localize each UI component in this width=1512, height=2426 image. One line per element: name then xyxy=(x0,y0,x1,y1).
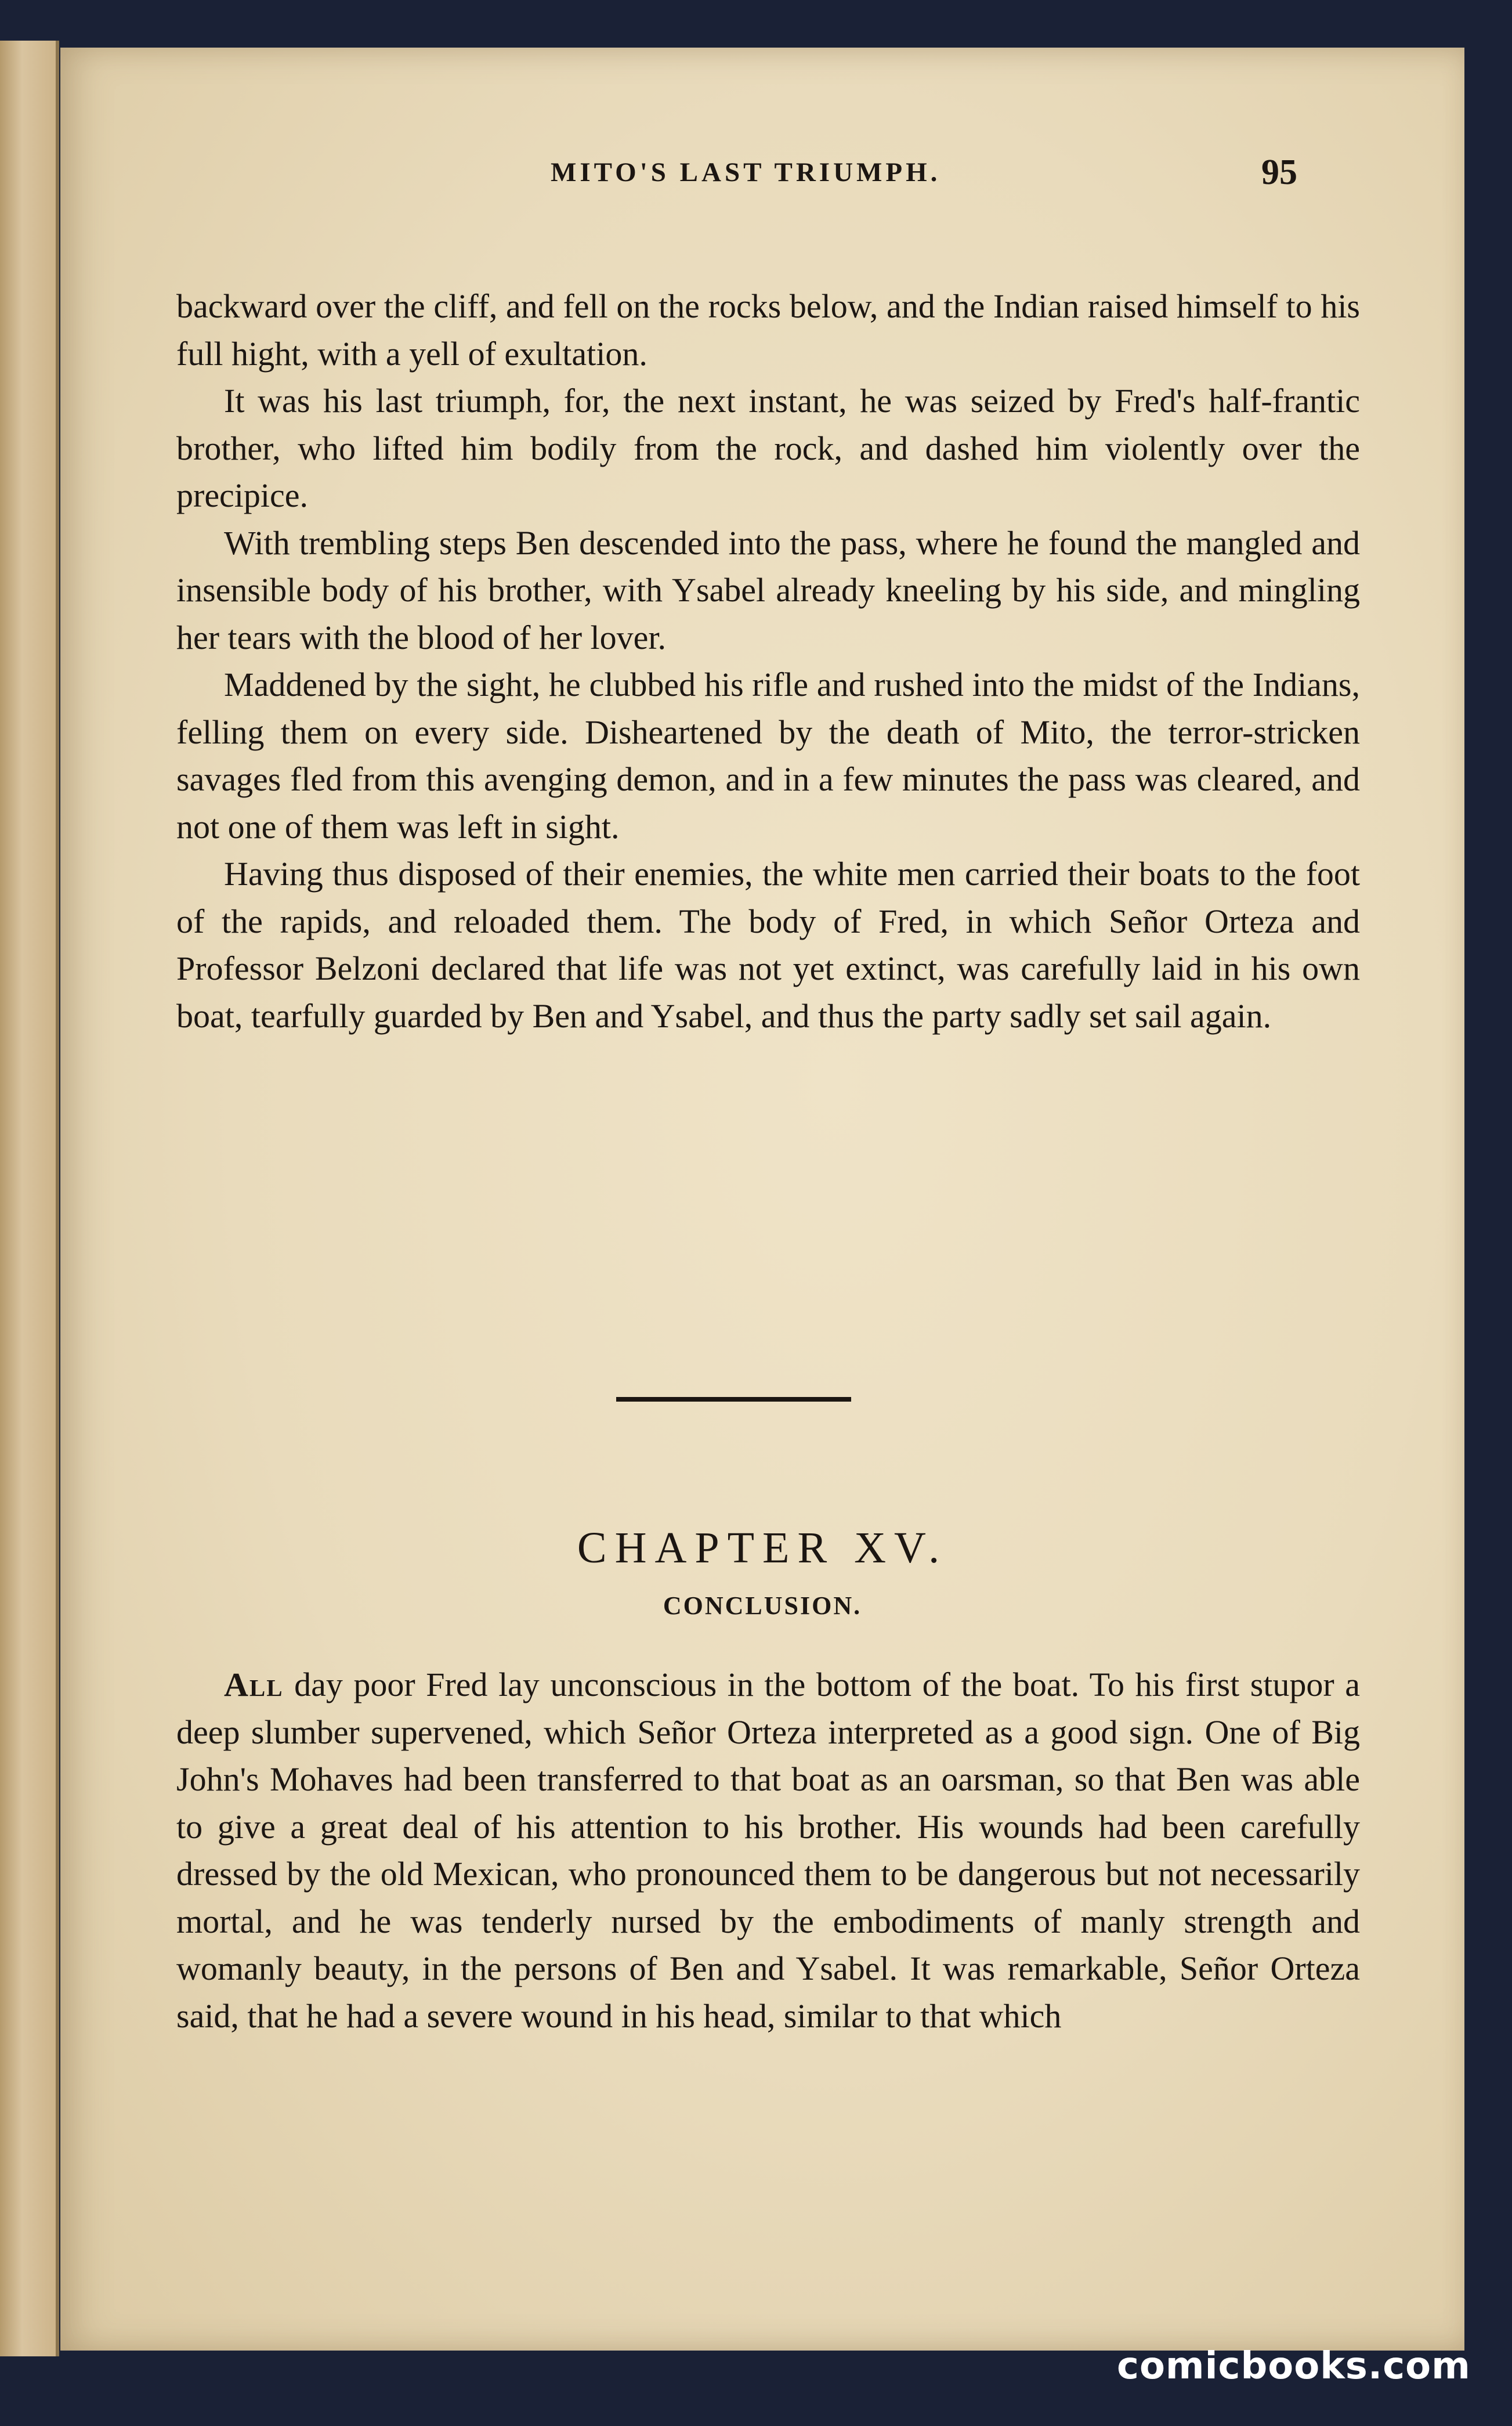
paragraph: With trembling steps Ben descended into the pass, where he found the mangled and insensible body of his brother, with Ysabel already kneeling by his side, and mingling her tears with the blood of her lover. xyxy=(176,524,1360,656)
chapter-title: CHAPTER XV. xyxy=(577,1524,948,1572)
paragraph: Having thus disposed of their enemies, the white men carried their boats to the foot of the rapids, and reloaded them. The body of Fred, in which Señor Orteza and Professor Belzoni declared that life was not yet extinct, was carefully laid in his own boat, tearfully guarded by Ben and Ysabel, and thus the party sadly set sail again. xyxy=(176,855,1360,1035)
adjacent-page-edge xyxy=(0,41,59,2356)
paragraph-text: day poor Fred lay unconscious in the bottom of the boat. To his first stupor a deep slumber supervened, which Señor Orteza interpreted as a good sign. One of Big John's Mohaves had been transferred to that boat as an oarsman, so that Ben was able to give a great deal of his attention to his brother. His wounds had been carefully dressed by the old Mexican, who pronounced them to be dangerous but not necessarily mortal, and he was tenderly nursed by the embodiments of manly strength and womanly beauty, in the persons of Ben and Ysabel. It was remarkable, Señor Orteza said, that he had a severe wound in his head, similar to that which xyxy=(176,1666,1360,2035)
running-head xyxy=(60,149,1464,196)
paragraph: It was his last triumph, for, the next instant, he was seized by Fred's half-frantic brother, who lifted him bodily from the rock, and dashed him violently over the precipice. xyxy=(176,382,1360,514)
chapter-xv-opening xyxy=(176,1661,1360,2039)
section-divider-rule xyxy=(616,1397,851,1402)
site-watermark: comicbooks.com xyxy=(1117,2345,1471,2388)
book-page xyxy=(60,48,1464,2351)
paragraph: backward over the cliff, and fell on the rocks below, and the Indian raised himself to his full hight, with a yell of exultation. xyxy=(176,287,1360,373)
opening-word: All xyxy=(224,1666,284,1703)
paragraph xyxy=(176,1661,1360,2039)
running-title: MITO'S LAST TRIUMPH. xyxy=(551,157,941,187)
chapter-xiv-ending xyxy=(176,283,1360,1039)
page-number: 95 xyxy=(1261,153,1297,192)
chapter-subtitle: CONCLUSION. xyxy=(663,1591,862,1620)
paragraph: Maddened by the sight, he clubbed his rifle and rushed into the midst of the Indians, felling them on every side. Disheartened by the death of Mito, the terror-stricken savages fled from this avenging demon, and in a few minutes the pass was cleared, and not one of them was left in sight. xyxy=(176,666,1360,846)
